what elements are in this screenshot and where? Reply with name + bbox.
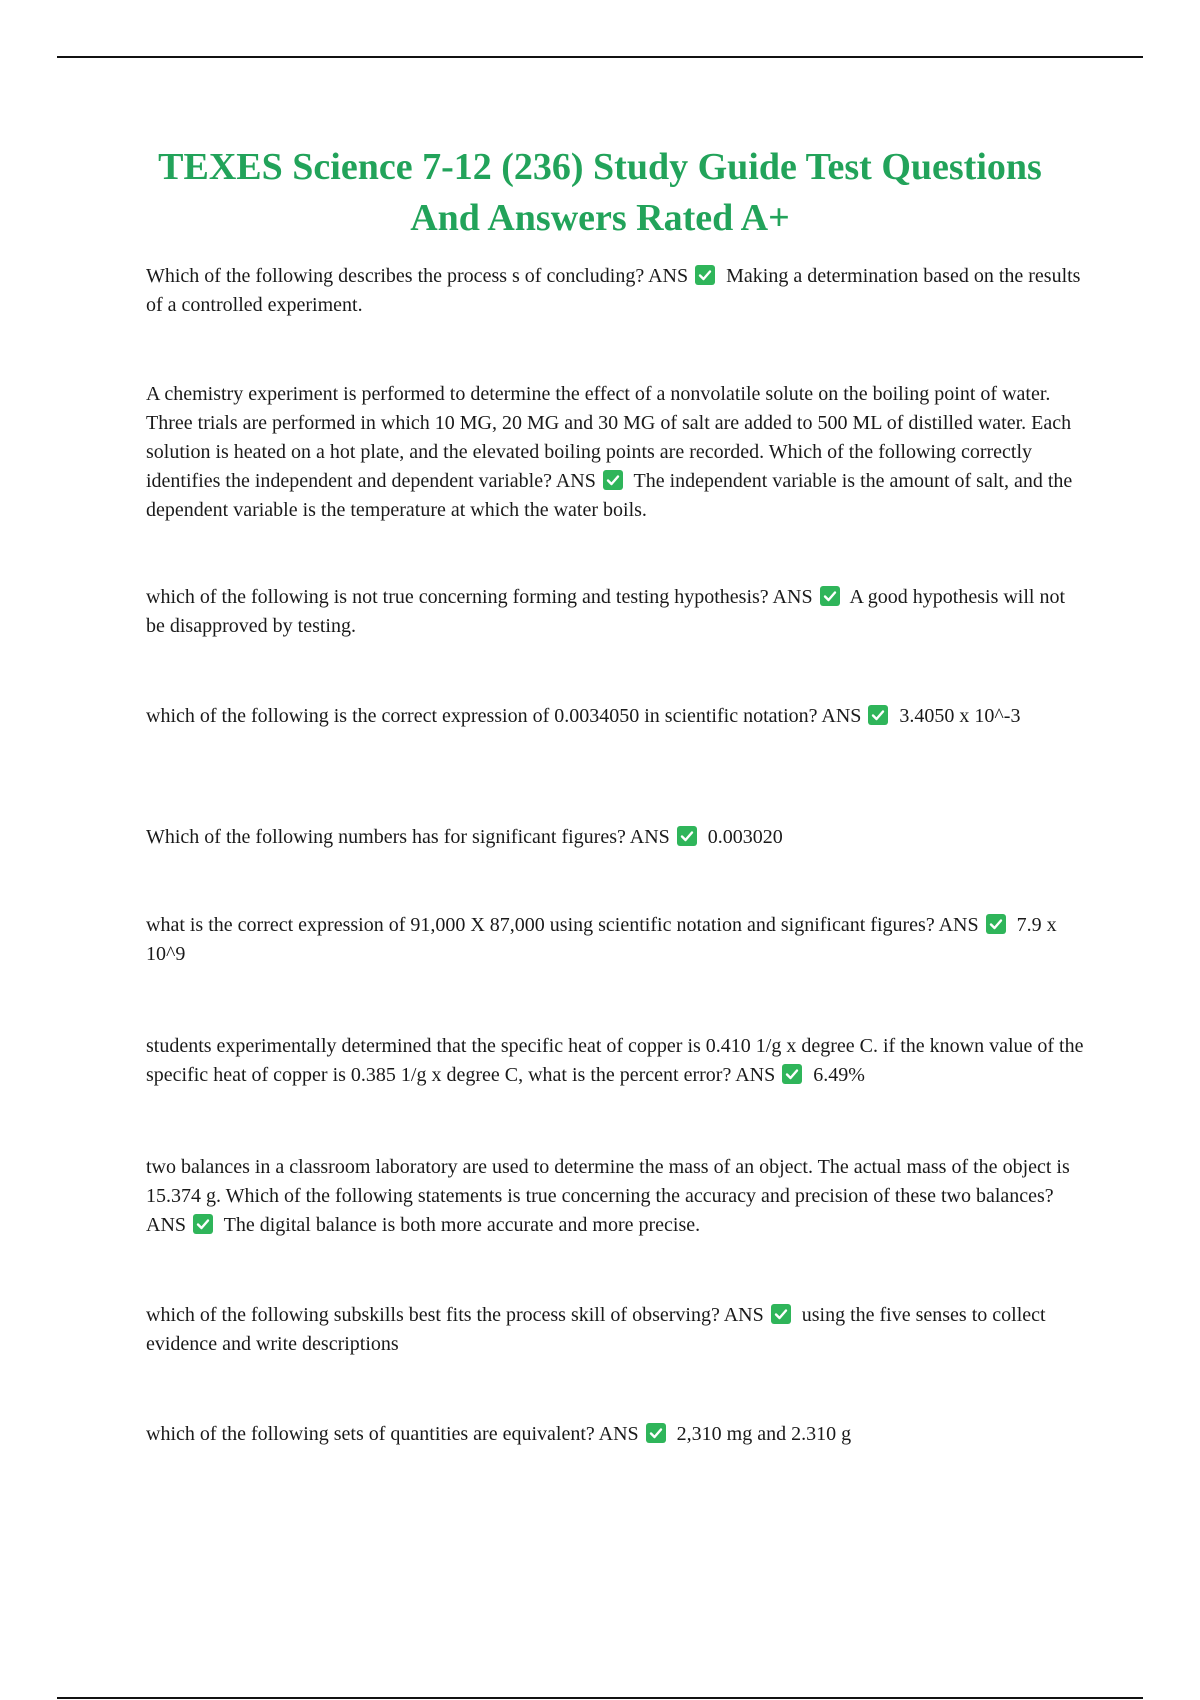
bottom-divider: [57, 1697, 1143, 1699]
question-text: A chemistry experiment is performed to determine the effect of a nonvolatile solute on the boiling point of water. Three trials are performed in which 10 MG, 20 MG and 30 MG of salt are added to 500 ML of distilled water. Each solution is heated on a hot plate, and the elevated boiling points are recorded. Which of the following correctly identifies the independent and dependent variable? ANS: [146, 383, 1072, 492]
question-text: which of the following is not true concerning forming and testing hypothesis? ANS: [146, 586, 813, 608]
answer-text: The digital balance is both more accurate and more precise.: [223, 1214, 701, 1236]
question-text: which of the following is the correct expression of 0.0034050 in scientific notation? ANS: [146, 705, 862, 727]
qa-item: [146, 1301, 1086, 1359]
answer-text: 2,310 mg and 2.310 g: [676, 1423, 852, 1445]
answer-text: 0.003020: [707, 826, 783, 848]
answer-text: The independent variable is the amount of salt, and the dependent variable is the temperature at which the water boils.: [146, 470, 1073, 521]
document-title: TEXES Science 7-12 (236) Study Guide Test Questions And Answers Rated A+: [158, 146, 1042, 239]
qa-item: [146, 1420, 1086, 1449]
answer-text: 7.9 x 10^9: [146, 914, 1057, 965]
question-text: which of the following subskills best fits the process skill of observing? ANS: [146, 1304, 764, 1326]
answer-text: 6.49%: [813, 1064, 865, 1086]
check-square-icon: [986, 914, 1006, 934]
answer-text: using the five senses to collect evidence and write descriptions: [146, 1304, 1046, 1355]
check-square-icon: [868, 705, 888, 725]
question-text: what is the correct expression of 91,000 X 87,000 using scientific notation and significant figures? ANS: [146, 914, 979, 936]
qa-item: [146, 702, 1086, 731]
check-square-icon: [603, 470, 623, 490]
question-text: students experimentally determined that the specific heat of copper is 0.410 1/g x degree C. if the known value of the specific heat of copper is 0.385 1/g x degree C, what is the percent error? ANS: [146, 1035, 1084, 1086]
check-square-icon: [695, 265, 715, 285]
check-square-icon: [677, 826, 697, 846]
qa-item: [146, 911, 1086, 969]
answer-text: 3.4050 x 10^-3: [899, 705, 1021, 727]
qa-item: [146, 1153, 1086, 1240]
check-square-icon: [193, 1214, 213, 1234]
qa-item: [146, 380, 1086, 525]
qa-item: [146, 262, 1086, 320]
check-square-icon: [782, 1064, 802, 1084]
check-square-icon: [771, 1304, 791, 1324]
question-text: which of the following sets of quantities are equivalent? ANS: [146, 1423, 639, 1445]
question-text: Which of the following describes the process s of concluding? ANS: [146, 265, 689, 287]
answer-text: A good hypothesis will not be disapproved by testing.: [146, 586, 1066, 637]
answer-text: Making a determination based on the results of a controlled experiment.: [146, 265, 1081, 316]
check-square-icon: [820, 586, 840, 606]
top-divider: [57, 56, 1143, 58]
qa-item: [146, 583, 1086, 641]
question-text: two balances in a classroom laboratory are used to determine the mass of an object. The actual mass of the object is 15.374 g. Which of the following statements is true concerning the accuracy and precision of these two balances? ANS: [146, 1156, 1070, 1236]
qa-item: [146, 823, 1086, 852]
qa-item: [146, 1032, 1086, 1090]
check-square-icon: [646, 1423, 666, 1443]
question-text: Which of the following numbers has for significant figures? ANS: [146, 826, 670, 848]
